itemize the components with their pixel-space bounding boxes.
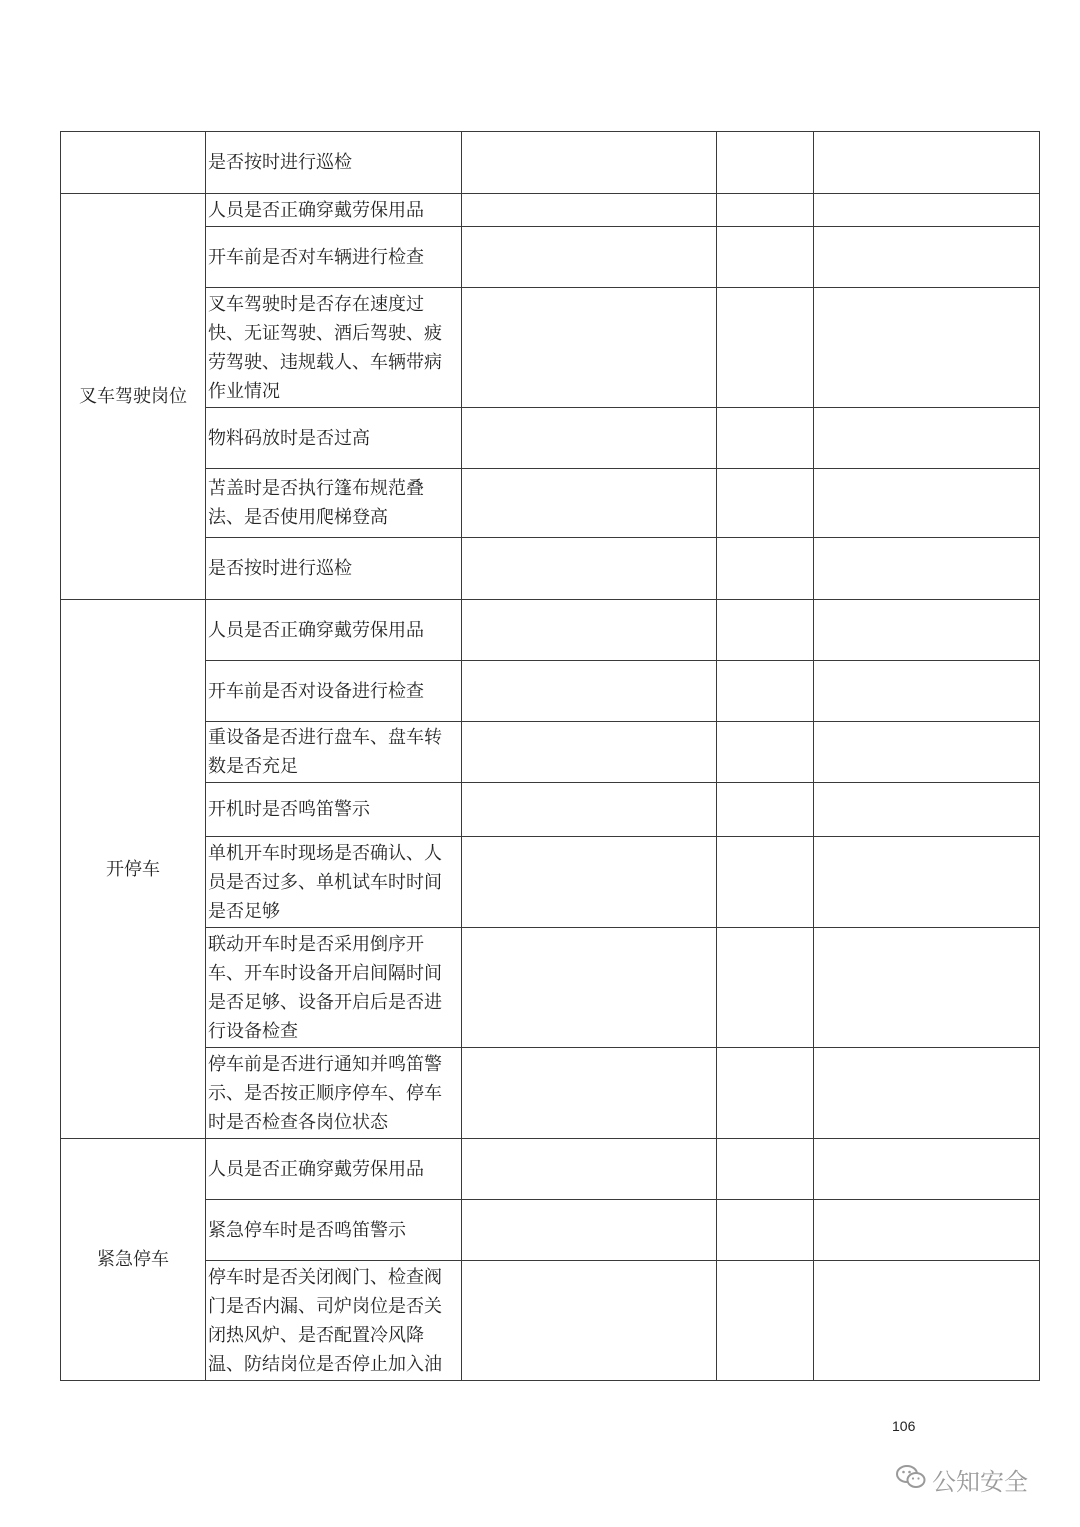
blank-cell bbox=[717, 408, 814, 469]
check-item: 是否按时进行巡检 bbox=[206, 538, 462, 600]
check-item: 人员是否正确穿戴劳保用品 bbox=[206, 600, 462, 661]
check-item: 开机时是否鸣笛警示 bbox=[206, 783, 462, 837]
check-item: 开车前是否对设备进行检查 bbox=[206, 661, 462, 722]
blank-cell bbox=[814, 408, 1040, 469]
table-row bbox=[61, 132, 1040, 194]
blank-cell bbox=[717, 928, 814, 1048]
blank-cell bbox=[717, 1200, 814, 1261]
blank-cell bbox=[717, 661, 814, 722]
blank-cell bbox=[462, 1139, 717, 1200]
check-item: 开车前是否对车辆进行检查 bbox=[206, 227, 462, 288]
blank-cell bbox=[462, 1200, 717, 1261]
table-row bbox=[61, 469, 1040, 538]
blank-cell bbox=[814, 722, 1040, 783]
check-item: 停车前是否进行通知并鸣笛警示、是否按正顺序停车、停车时是否检查各岗位状态 bbox=[206, 1048, 462, 1139]
table-row bbox=[61, 1261, 1040, 1381]
page-number: 106 bbox=[892, 1418, 916, 1434]
check-item: 重设备是否进行盘车、盘车转数是否充足 bbox=[206, 722, 462, 783]
table-row bbox=[61, 194, 1040, 227]
table-row bbox=[61, 1139, 1040, 1200]
watermark bbox=[896, 1462, 1028, 1497]
blank-cell bbox=[462, 288, 717, 408]
check-item: 单机开车时现场是否确认、人员是否过多、单机试车时时间是否足够 bbox=[206, 837, 462, 928]
blank-cell bbox=[462, 538, 717, 600]
blank-cell bbox=[814, 469, 1040, 538]
blank-cell bbox=[717, 600, 814, 661]
blank-cell bbox=[814, 1200, 1040, 1261]
watermark-text: 公知安全 bbox=[932, 1468, 1028, 1496]
table-row bbox=[61, 1200, 1040, 1261]
blank-cell bbox=[717, 132, 814, 194]
blank-cell bbox=[717, 1261, 814, 1381]
blank-cell bbox=[814, 783, 1040, 837]
table-row bbox=[61, 783, 1040, 837]
blank-cell bbox=[717, 837, 814, 928]
table-row bbox=[61, 661, 1040, 722]
table-row bbox=[61, 600, 1040, 661]
blank-cell bbox=[717, 538, 814, 600]
blank-cell bbox=[462, 783, 717, 837]
category-cell: 叉车驾驶岗位 bbox=[61, 194, 206, 600]
blank-cell bbox=[462, 408, 717, 469]
blank-cell bbox=[462, 600, 717, 661]
blank-cell bbox=[814, 928, 1040, 1048]
blank-cell bbox=[462, 132, 717, 194]
check-item: 物料码放时是否过高 bbox=[206, 408, 462, 469]
category-cell: 开停车 bbox=[61, 600, 206, 1139]
check-item: 是否按时进行巡检 bbox=[206, 132, 462, 194]
category-cell bbox=[61, 132, 206, 194]
table-row bbox=[61, 722, 1040, 783]
blank-cell bbox=[717, 469, 814, 538]
table-row bbox=[61, 1048, 1040, 1139]
blank-cell bbox=[717, 227, 814, 288]
blank-cell bbox=[814, 837, 1040, 928]
table-row bbox=[61, 408, 1040, 469]
check-item: 紧急停车时是否鸣笛警示 bbox=[206, 1200, 462, 1261]
blank-cell bbox=[814, 661, 1040, 722]
table-row bbox=[61, 538, 1040, 600]
check-item: 人员是否正确穿戴劳保用品 bbox=[206, 1139, 462, 1200]
blank-cell bbox=[814, 132, 1040, 194]
table-row bbox=[61, 288, 1040, 408]
blank-cell bbox=[462, 1048, 717, 1139]
blank-cell bbox=[814, 600, 1040, 661]
blank-cell bbox=[717, 783, 814, 837]
blank-cell bbox=[814, 288, 1040, 408]
blank-cell bbox=[814, 227, 1040, 288]
blank-cell bbox=[717, 1048, 814, 1139]
blank-cell bbox=[462, 469, 717, 538]
blank-cell bbox=[814, 1048, 1040, 1139]
blank-cell bbox=[462, 661, 717, 722]
table-row bbox=[61, 928, 1040, 1048]
wechat-icon bbox=[896, 1464, 932, 1496]
check-item: 联动开车时是否采用倒序开车、开车时设备开启间隔时间是否足够、设备开启后是否进行设备检查 bbox=[206, 928, 462, 1048]
blank-cell bbox=[462, 194, 717, 227]
check-item: 停车时是否关闭阀门、检查阀门是否内漏、司炉岗位是否关闭热风炉、是否配置冷风降温、防结岗位是否停止加入油 bbox=[206, 1261, 462, 1381]
blank-cell bbox=[814, 1261, 1040, 1381]
blank-cell bbox=[717, 1139, 814, 1200]
blank-cell bbox=[462, 722, 717, 783]
table-row bbox=[61, 837, 1040, 928]
check-item: 叉车驾驶时是否存在速度过快、无证驾驶、酒后驾驶、疲劳驾驶、违规载人、车辆带病作业情况 bbox=[206, 288, 462, 408]
blank-cell bbox=[717, 288, 814, 408]
blank-cell bbox=[814, 538, 1040, 600]
check-item: 人员是否正确穿戴劳保用品 bbox=[206, 194, 462, 227]
table-row bbox=[61, 227, 1040, 288]
checklist-table bbox=[60, 131, 1040, 1381]
check-item: 苫盖时是否执行篷布规范叠法、是否使用爬梯登高 bbox=[206, 469, 462, 538]
blank-cell bbox=[717, 194, 814, 227]
blank-cell bbox=[814, 1139, 1040, 1200]
blank-cell bbox=[462, 227, 717, 288]
blank-cell bbox=[814, 194, 1040, 227]
blank-cell bbox=[462, 928, 717, 1048]
blank-cell bbox=[462, 837, 717, 928]
blank-cell bbox=[717, 722, 814, 783]
category-cell: 紧急停车 bbox=[61, 1139, 206, 1381]
blank-cell bbox=[462, 1261, 717, 1381]
